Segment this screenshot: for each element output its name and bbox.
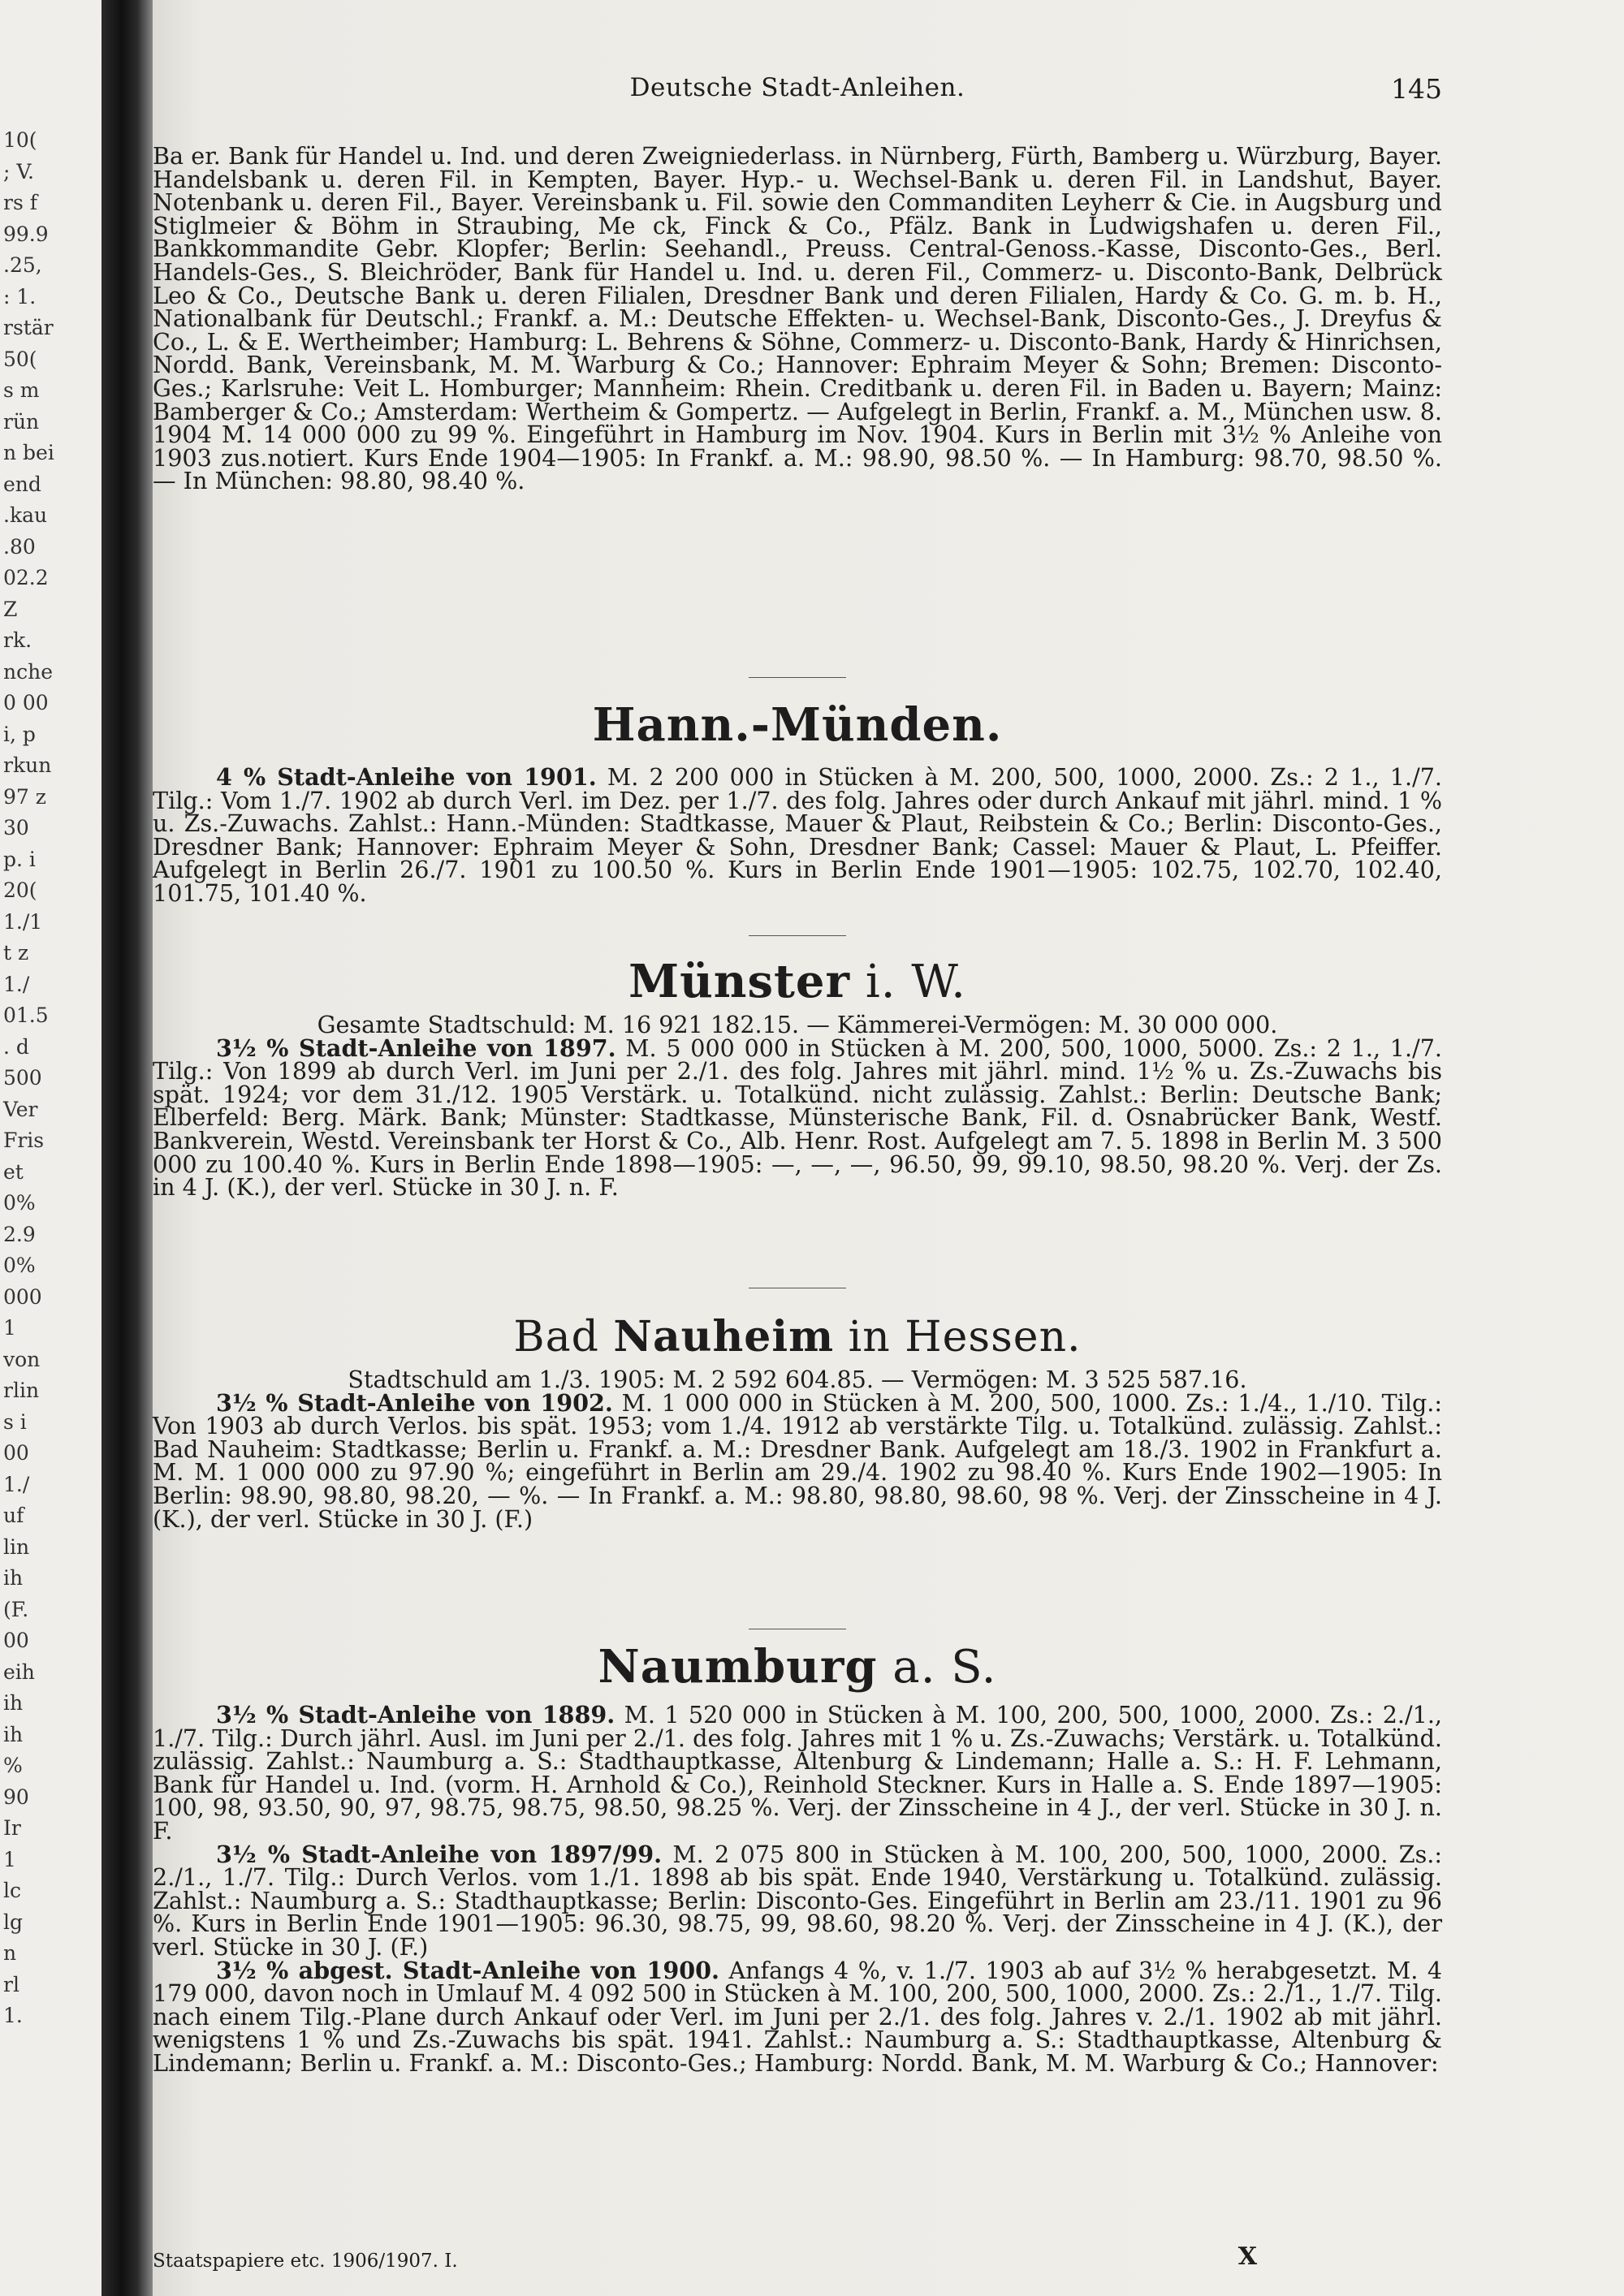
margin-fragment: rkun	[3, 753, 52, 777]
margin-fragment: .kau	[3, 503, 48, 527]
margin-fragment: 1./	[3, 972, 30, 996]
margin-fragment: 0 00	[3, 691, 49, 714]
section-heading	[153, 698, 1442, 752]
page-number: 145	[1391, 73, 1442, 105]
margin-fragment: 90	[3, 1785, 29, 1809]
margin-fragment: s i	[3, 1409, 27, 1434]
heading-suffix: i. W.	[850, 956, 966, 1008]
page-footer	[153, 2242, 1442, 2275]
margin-fragment: lg	[3, 1910, 23, 1934]
margin-fragment: et	[3, 1159, 24, 1184]
loan-paragraph	[153, 1703, 1442, 1843]
loan-paragraph	[153, 1034, 1442, 1202]
section-heading	[153, 1312, 1442, 1362]
page	[153, 0, 1624, 2296]
loan-paragraph	[153, 763, 1442, 907]
heading-prefix: Bad	[513, 1313, 614, 1362]
page-header	[153, 73, 1442, 106]
margin-fragment: 0%	[3, 1191, 36, 1215]
heading-main: Nauheim	[613, 1312, 835, 1362]
margin-fragment: n	[3, 1941, 17, 1965]
section-divider	[749, 677, 846, 678]
margin-fragment: 00	[3, 1629, 29, 1652]
margin-fragment: rün	[3, 409, 40, 434]
margin-fragment: s m	[3, 378, 40, 402]
signature-mark: X	[1237, 2242, 1257, 2271]
margin-fragment: n bei	[3, 441, 54, 464]
margin-fragment: rs f	[3, 191, 37, 214]
loan-title: 3½ % Stadt-Anleihe von 1902.	[216, 1388, 613, 1417]
margin-fragment: 01.5	[3, 1003, 49, 1027]
margin-fragment: 20(	[3, 878, 37, 902]
debt-summary: Stadtschuld am 1./3. 1905: M. 2 592 604.85. — Vermögen: M. 3 525 587.16.	[348, 1366, 1247, 1393]
section-naumburg	[153, 1629, 1442, 2075]
margin-fragment: .80	[3, 534, 36, 559]
section-heading	[153, 1640, 1442, 1694]
heading-main: Naumburg	[598, 1640, 878, 1694]
margin-fragment: lc	[3, 1879, 21, 1902]
section-divider	[749, 935, 846, 936]
margin-fragment: 10(	[3, 128, 37, 152]
margin-fragment: 30	[3, 816, 29, 839]
margin-fragment: eih	[3, 1659, 35, 1684]
loan-text: Anfangs 4 %, v. 1./7. 1903 ab auf 3½ % herabgesetzt. M. 4 179 000, davon noch in Umlauf M. 4 092 500 in Stücken à M. 100, 200, 500, 1000, 2000. Zs.: 2./1., 1./7. Tilg. nach einem Tilg.-Plane durch Ankauf oder Verl. im Juni per 2./1. des folg. Jahres v. 2./1. 1902 ab mit jährl. wenigstens 1 % und Zs.-Zuwachs bis spät. 1941. Zahlst.: Naumburg a. S.: Stadthauptkasse, Altenburg & Lindemann; Berlin u. Frankf. a. M.: Disconto-Ges.; Hamburg: Nordd. Bank, M. M. Warburg & Co.; Hannover:	[153, 1956, 1443, 2077]
loan-text: M. 1 520 000 in Stücken à M. 100, 200, 500, 1000, 2000. Zs.: 2./1., 1./7. Tilg.: Durch jährl. Ausl. im Juni per 2./1. des folg. Jahres mit 1 % u. Zs.-Zuwachs; Verstärk. u. Totalkünd. zulässig. Zahlst.: Naumburg a. S.: Stadthauptkasse, Altenburg & Lindemann; Halle a. S.: H. F. Lehmann, Bank für Handel u. Ind. (vorm. H. Arnhold & Co.), Reinhold Steckner. Kurs in Halle a. S. Ende 1897—1905: 100, 98, 93.50, 90, 97, 98.75, 98.75, 98.50, 98.25 %. Verj. der Zinsscheine in 4 J., der verl. Stücke in 30 J. n. F.	[153, 1701, 1443, 1845]
heading-suffix: a. S.	[877, 1641, 997, 1694]
margin-fragment: 0%	[3, 1254, 36, 1277]
margin-fragment: uf	[3, 1504, 24, 1527]
margin-fragment: rl	[3, 1972, 19, 1996]
section-hann-muenden	[153, 677, 1442, 905]
margin-fragment: 500	[3, 1066, 42, 1090]
loan-title: 4 % Stadt-Anleihe von 1901.	[216, 763, 597, 791]
loan-paragraph	[153, 1956, 1443, 2077]
margin-fragment: nche	[3, 659, 53, 684]
margin-fragment: lin	[3, 1534, 30, 1559]
margin-fragment: ih	[3, 1691, 24, 1715]
debt-summary: Gesamte Stadtschuld: M. 16 921 182.15. — Kämmerei-Vermögen: M. 30 000 000.	[317, 1011, 1278, 1038]
margin-fragment: 1	[3, 1847, 16, 1871]
margin-fragment: ; V.	[3, 159, 35, 183]
margin-fragment: 00	[3, 1441, 29, 1465]
margin-fragment: t z	[3, 941, 29, 965]
section-bad-nauheim	[153, 1288, 1443, 1533]
margin-fragment: end	[3, 472, 41, 496]
loan-text: M. 5 000 000 in Stücken à M. 200, 500, 1000, 5000. Zs.: 2 1., 1./7. Tilg.: Von 1899 ab durch Verl. im Juni per 2./1. des folg. Jahres mit jährl. mind. 1½ % u. Zs.-Zuwachs bis spät. 1924; vor dem 31./12. 1905 Verstärk. u. Totalkünd. nicht zulässig. Zahlst.: Berlin: Deutsche Bank; Elberfeld: Berg. Märk. Bank; Münster: Stadtkasse, Münsterische Bank, Fil. d. Osnabrücker Bank, Westf. Bankverein, Westd. Vereinsbank ter Horst & Co., Alb. Henr. Rost. Aufgelegt am 7. 5. 1898 in Berlin M. 3 500 000 zu 100.40 %. Kurs in Berlin Ende 1898—1905: —, —, —, 96.50, 99, 99.10, 98.50, 98.20 %. Verj. der Zs. in 4 J. (K.), der verl. Stücke in 30 J. n. F.	[153, 1034, 1442, 1202]
margin-fragment: 1./	[3, 1472, 30, 1496]
heading-main: Münster	[628, 955, 851, 1008]
margin-fragment: Fris	[3, 1129, 45, 1152]
margin-fragment: rk.	[3, 628, 32, 652]
intro-paragraph: Ba er. Bank für Handel u. Ind. und deren Zweigniederlass. in Nürnberg, Fürth, Bamberg u. Würzburg, Bayer. Handelsbank u. deren Fil. in Kempten, Bayer. Hyp.- u. Wechsel-Bank u. deren Fil. in Landshut, Bayer. Notenbank u. deren Fil., Bayer. Vereinsbank u. Fil. sowie den Commanditen Leyherr & Cie. in Augsburg und Stiglmeier & Böhm in Straubing, Me ck, Finck & Co., Pfälz. Bank in Ludwigshafen u. deren Fil., Bankkommandite Gebr. Klopfer; Berlin: Seehandl., Preuss. Central-Genoss.-Kasse, Disconto-Ges., Berl. Handels-Ges., S. Bleichröder, Bank für Handel u. Ind. u. deren Fil., Commerz- u. Disconto-Bank, Delbrück Leo & Co., Deutsche Bank u. deren Filialen, Dresdner Bank und deren Filialen, Hardy & Co. G. m. b. H., Nationalbank für Deutschl.; Frankf. a. M.: Deutsche Effekten- u. Wechsel-Bank, Disconto-Ges., J. Dreyfus & Co., L. & E. Wertheimber; Hamburg: L. Behrens & Söhne, Commerz- u. Disconto-Bank, Hardy & Hinrichsen, Nordd. Bank, Vereinsbank, M. M. Warburg & Co.; Hannover: Ephraim Meyer & Sohn; Bremen: Disconto-Ges.; Karlsruhe: Veit L. Homburger; Mannheim: Rhein. Creditbank u. deren Fil. in Baden u. Bayern; Mainz: Bamberger & Co.; Amsterdam: Wertheim & Gompertz. — Aufgelegt in Berlin, Frankf. a. M., München usw. 8. 1904 M. 14 000 000 zu 99 %. Eingeführt in Hamburg im Nov. 1904. Kurs in Berlin mit 3½ % Anleihe von 1903 zus.notiert. Kurs Ende 1904—1905: In Frankf. a. M.: 98.90, 98.50 %. — In Hamburg: 98.70, 98.50 %. — In München: 98.80, 98.40 %.	[153, 142, 1442, 495]
margin-fragment: Z	[3, 597, 18, 621]
margin-fragment: 50(	[3, 347, 37, 371]
binding-shadow	[102, 0, 153, 2296]
margin-fragment: p. i	[3, 847, 36, 871]
margin-fragment: (F.	[3, 1597, 29, 1621]
margin-fragment: %	[3, 1754, 23, 1777]
section-muenster	[153, 935, 1442, 1202]
loan-title: 3½ % Stadt-Anleihe von 1897.	[216, 1034, 616, 1062]
loan-text: M. 1 000 000 in Stücken à M. 200, 500, 1000. Zs.: 1./4., 1./10. Tilg.: Von 1903 ab durch Verlos. bis spät. 1953; vom 1./4. 1912 ab verstärkte Tilg. u. Totalkünd. zulässig. Zahlst.: Bad Nauheim: Stadtkasse; Berlin u. Frankf. a. M.: Dresdner Bank. Aufgelegt am 18./3. 1902 in Frankfurt a. M. M. 1 000 000 zu 97.90 %; eingeführt in Berlin am 29./4. 1902 zu 98.40 %. Kurs Ende 1902—1905: In Berlin: 98.90, 98.80, 98.20, — %. — In Frankf. a. M.: 98.80, 98.80, 98.60, 98 %. Verj. der Zinsscheine in 4 J. (K.), der verl. Stücke in 30 J. (F.)	[153, 1388, 1443, 1533]
margin-fragment: rstär	[3, 316, 54, 339]
intro-block	[153, 142, 1442, 495]
margin-fragment: ih	[3, 1566, 24, 1590]
margin-fragment: ih	[3, 1722, 24, 1746]
margin-fragment: von	[3, 1347, 41, 1371]
loan-title: 3½ % abgest. Stadt-Anleihe von 1900.	[216, 1956, 719, 1984]
margin-fragment: Ir	[3, 1816, 21, 1840]
margin-fragment: 000	[3, 1284, 42, 1309]
margin-fragment: Ver	[3, 1097, 38, 1121]
loan-title: 3½ % Stadt-Anleihe von 1897/99.	[216, 1840, 663, 1868]
loan-paragraph	[153, 1388, 1443, 1533]
heading-suffix: in Hessen.	[834, 1313, 1082, 1362]
margin-fragment: 1	[3, 1316, 16, 1340]
loan-text: M. 2 200 000 in Stücken à M. 200, 500, 1000, 2000. Zs.: 2 1., 1./7. Tilg.: Vom 1./7. 1902 ab durch Verl. im Dez. per 1./7. des folg. Jahres oder durch Ankauf mit jährl. mind. 1 % u. Zs.-Zuwachs. Zahlst.: Hann.-Münden: Stadtkasse, Mauer & Plaut, Reibstein & Co.; Berlin: Disconto-Ges., Dresdner Bank; Hannover: Ephraim Meyer & Sohn, Dresdner Bank; Cassel: Mauer & Plaut, L. Pfeiffer. Aufgelegt in Berlin 26./7. 1901 zu 100.50 %. Kurs in Berlin Ende 1901—1905: 102.75, 102.70, 102.40, 101.75, 101.40 %.	[153, 763, 1442, 907]
signature-line: Staatspapiere etc. 1906/1907. I.	[153, 2251, 458, 2272]
margin-fragment: . d	[3, 1034, 29, 1059]
margin-fragment: : 1.	[3, 284, 37, 309]
loan-title: 3½ % Stadt-Anleihe von 1889.	[216, 1701, 615, 1728]
section-heading	[153, 955, 1442, 1008]
loan-text: M. 2 075 800 in Stücken à M. 100, 200, 500, 1000, 2000. Zs.: 2./1., 1./7. Tilg.: Durch Verlos. vom 1./1. 1898 ab bis spät. Ende 1940, Verstärkung u. Totalkünd. zulässig. Zahlst.: Naumburg a. S.: Stadthauptkasse; Berlin: Disconto-Ges. Eingeführt in Berlin am 23./11. 1901 zu 96 %. Kurs in Berlin Ende 1901—1905: 96.30, 98.75, 99, 98.60, 98.20 %. Verj. der Zinsscheine in 4 J. (K.), der verl. Stücke in 30 J. (F.)	[153, 1840, 1443, 1961]
heading-main: Hann.-Münden.	[592, 698, 1003, 752]
margin-fragment: 1./1	[3, 909, 43, 934]
loan-paragraph	[153, 1840, 1443, 1961]
running-title: Deutsche Stadt-Anleihen.	[629, 73, 965, 102]
margin-fragment: i, p	[3, 722, 36, 746]
margin-fragment: rlin	[3, 1379, 40, 1402]
margin-fragment: 02.2	[3, 566, 49, 589]
margin-fragment: .25,	[3, 253, 42, 277]
margin-fragment: 97 z	[3, 784, 46, 809]
margin-fragment: 1.	[3, 2004, 23, 2027]
margin-fragment: 99.9	[3, 222, 49, 246]
margin-fragment: 2.9	[3, 1222, 36, 1246]
